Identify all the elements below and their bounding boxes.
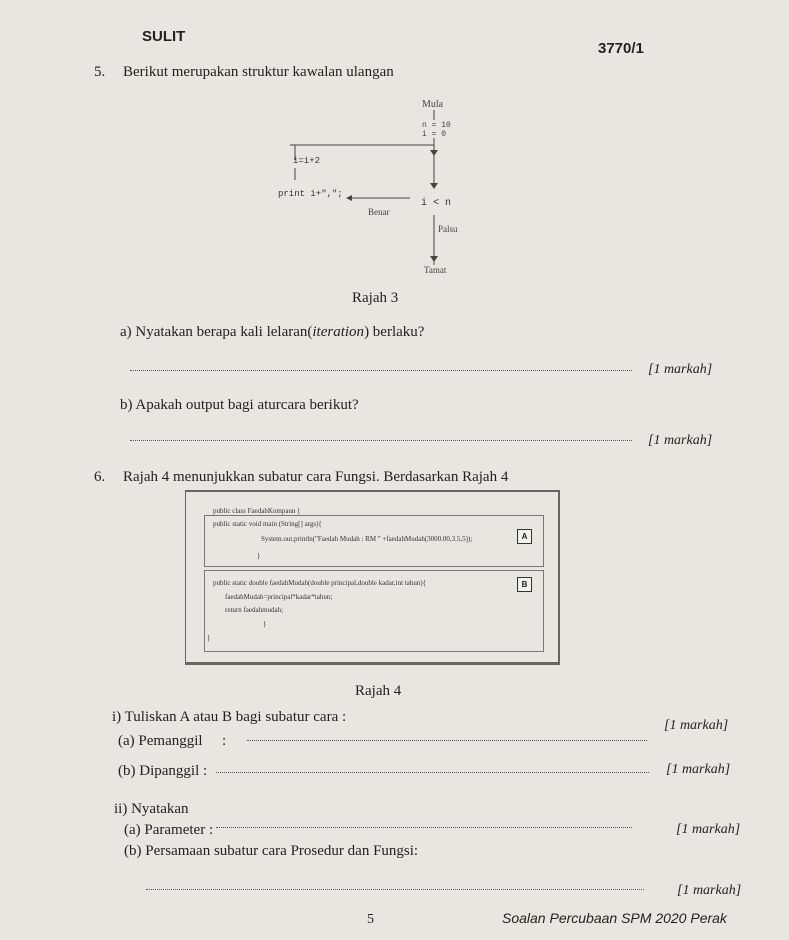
q6i-a-answer-line[interactable] xyxy=(247,740,647,741)
footer-page-number: 5 xyxy=(367,912,374,927)
q6ii-a-answer-line[interactable] xyxy=(216,827,632,828)
q5a-prefix: a) Nyatakan berapa kali lelaran( xyxy=(120,324,313,340)
q6ii-b-label: (b) Persamaan subatur cara Prosedur dan Fungsi: xyxy=(124,843,419,859)
q6ii-b-answer-line[interactable] xyxy=(146,889,644,890)
header-code: 3770/1 xyxy=(598,40,644,57)
q6-text: Rajah 4 menunjukkan subatur cara Fungsi. Berdasarkan Rajah 4 xyxy=(123,469,509,485)
flow-yes-label: Benar xyxy=(368,207,390,217)
q5-text: Berikut merupakan struktur kawalan ulangan xyxy=(123,64,394,80)
q6-number: 6. xyxy=(94,469,106,485)
code-function-box xyxy=(204,570,544,652)
header-sulit: SULIT xyxy=(142,28,186,45)
q5a-italic: iteration xyxy=(312,324,365,340)
q6ii-text: ii) Nyatakan xyxy=(114,801,189,817)
q5b-text: b) Apakah output bagi aturcara berikut? xyxy=(120,397,359,413)
flow-no-label: Palsu xyxy=(438,224,458,234)
rajah3-caption: Rajah 3 xyxy=(352,290,399,306)
q6ii-a-label: (a) Parameter : xyxy=(124,822,214,838)
flow-print: print i+","; xyxy=(278,189,343,199)
tag-a: A xyxy=(517,529,532,544)
q5a-text xyxy=(120,324,424,341)
q5a-answer-line[interactable] xyxy=(130,370,632,371)
q6i-a-label: (a) Pemanggil xyxy=(118,733,203,749)
q6i-b-label: (b) Dipanggil : xyxy=(118,763,208,779)
flow-start: Mula xyxy=(422,99,444,110)
q6ii-a-mark: [1 markah] xyxy=(676,822,741,837)
q5-number: 5. xyxy=(94,64,106,80)
code-line-class: public class FaedahKompaun { xyxy=(213,507,301,515)
q5a-suffix: ) berlaku? xyxy=(364,324,425,340)
q5b-mark: [1 markah] xyxy=(648,433,713,448)
flowchart xyxy=(250,90,510,290)
tag-b: B xyxy=(517,577,532,592)
flow-end: Tamat xyxy=(424,265,447,275)
code-line-return: return faedahmudah; xyxy=(225,606,284,614)
code-line-function: public static double faedahMudah(double principal,double kadar,int tahun){ xyxy=(213,579,427,587)
q5a-mark: [1 markah] xyxy=(648,362,713,377)
flow-init-i: i = 0 xyxy=(422,130,447,139)
code-line-class-close: } xyxy=(207,634,211,642)
footer-source: Soalan Percubaan SPM 2020 Perak xyxy=(502,910,727,926)
q6ii-b-mark: [1 markah] xyxy=(677,883,742,898)
code-line-main-close: } xyxy=(257,552,261,560)
q6i-text: i) Tuliskan A atau B bagi subatur cara : xyxy=(112,709,347,725)
flow-init-n: n = 10 xyxy=(422,121,451,130)
code-line-function-close: } xyxy=(263,620,267,628)
code-line-main: public static void main (String[] args){ xyxy=(213,520,322,528)
rajah4-caption: Rajah 4 xyxy=(355,683,402,699)
q5b-answer-line[interactable] xyxy=(130,440,632,441)
code-line-println: System.out.println("Faedah Mudah : RM " +faedahMudah(3000.00,3.5,5)); xyxy=(261,535,473,543)
q6i-a-mark: [1 markah] xyxy=(664,718,729,733)
q6i-b-answer-line[interactable] xyxy=(216,772,649,773)
code-main-box xyxy=(204,515,544,567)
code-figure xyxy=(185,490,560,665)
q6i-a-colon: : xyxy=(222,733,227,749)
code-line-assign: faedahMudah=principal*kadar*tahun; xyxy=(225,593,333,601)
flow-update: i=i+2 xyxy=(293,156,321,166)
flow-condition: i < n xyxy=(421,198,452,209)
q6i-b-mark: [1 markah] xyxy=(666,762,731,777)
